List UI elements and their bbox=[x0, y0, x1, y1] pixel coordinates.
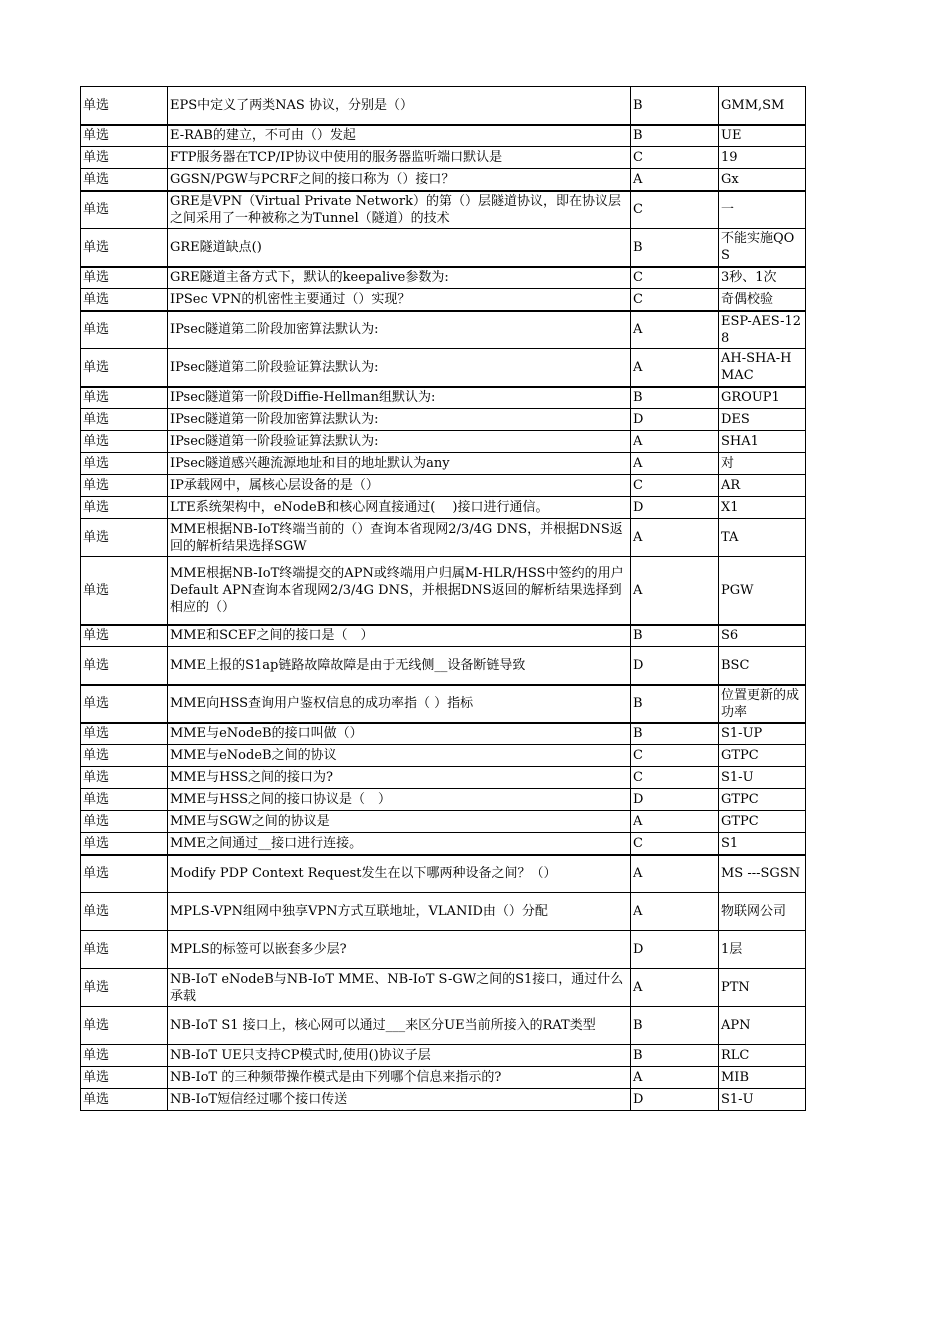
table-row bbox=[81, 229, 806, 267]
type-cell: 单选 bbox=[81, 431, 168, 453]
question-cell: IPsec隧道第一阶段验证算法默认为: bbox=[168, 431, 631, 453]
answer-cell: A bbox=[631, 893, 719, 931]
option-cell: GMM,SM bbox=[719, 87, 806, 125]
answer-cell: A bbox=[631, 519, 719, 557]
type-cell: 单选 bbox=[81, 1045, 168, 1067]
option-cell: APN bbox=[719, 1007, 806, 1045]
answer-cell: C bbox=[631, 147, 719, 169]
answer-cell: B bbox=[631, 1045, 719, 1067]
type-cell: 单选 bbox=[81, 745, 168, 767]
question-cell: IPSec VPN的机密性主要通过（）实现？ bbox=[168, 289, 631, 311]
type-cell: 单选 bbox=[81, 87, 168, 125]
answer-cell: C bbox=[631, 833, 719, 855]
table-row bbox=[81, 1045, 806, 1067]
question-cell: GGSN/PGW与PCRF之间的接口称为（）接口？ bbox=[168, 169, 631, 191]
question-cell: MME之间通过__接口进行连接。 bbox=[168, 833, 631, 855]
question-cell: GRE隧道缺点() bbox=[168, 229, 631, 267]
answer-cell: A bbox=[631, 855, 719, 893]
answer-cell: D bbox=[631, 647, 719, 685]
option-cell: SHA1 bbox=[719, 431, 806, 453]
option-cell: 一 bbox=[719, 191, 806, 229]
table-row bbox=[81, 745, 806, 767]
table-row bbox=[81, 855, 806, 893]
answer-cell: C bbox=[631, 767, 719, 789]
question-cell: GRE隧道主备方式下，默认的keepalive参数为: bbox=[168, 267, 631, 289]
type-cell: 单选 bbox=[81, 125, 168, 147]
table-row bbox=[81, 811, 806, 833]
answer-cell: B bbox=[631, 625, 719, 647]
answer-cell: C bbox=[631, 191, 719, 229]
question-cell: GRE是VPN（Virtual Private Network）的第（）层隧道协议，即在协议层之间采用了一种被称之为Tunnel（隧道）的技术 bbox=[168, 191, 631, 229]
option-cell: 奇偶校验 bbox=[719, 289, 806, 311]
question-cell: MME根据NB-IoT终端提交的APN或终端用户归属M-HLR/HSS中签约的用户Default APN查询本省现网2/3/4G DNS，并根据DNS返回的解析结果选择到相应的（） bbox=[168, 557, 631, 625]
option-cell: AH-SHA-HMAC bbox=[719, 349, 806, 387]
table-row bbox=[81, 1007, 806, 1045]
table-row bbox=[81, 289, 806, 311]
question-cell: Modify PDP Context Request发生在以下哪两种设备之间？（） bbox=[168, 855, 631, 893]
answer-cell: B bbox=[631, 229, 719, 267]
option-cell: S1 bbox=[719, 833, 806, 855]
answer-cell: A bbox=[631, 969, 719, 1007]
type-cell: 单选 bbox=[81, 267, 168, 289]
table-row bbox=[81, 475, 806, 497]
answer-cell: C bbox=[631, 289, 719, 311]
table-row bbox=[81, 147, 806, 169]
type-cell: 单选 bbox=[81, 229, 168, 267]
answer-cell: A bbox=[631, 811, 719, 833]
question-cell: NB-IoT eNodeB与NB-IoT MME、NB-IoT S-GW之间的S1接口，通过什么承载 bbox=[168, 969, 631, 1007]
table-row bbox=[81, 557, 806, 625]
answer-cell: D bbox=[631, 1089, 719, 1111]
answer-cell: B bbox=[631, 87, 719, 125]
type-cell: 单选 bbox=[81, 311, 168, 349]
answer-cell: D bbox=[631, 931, 719, 969]
table-row bbox=[81, 833, 806, 855]
question-cell: LTE系统架构中，eNodeB和核心网直接通过( )接口进行通信。 bbox=[168, 497, 631, 519]
type-cell: 单选 bbox=[81, 453, 168, 475]
type-cell: 单选 bbox=[81, 685, 168, 723]
table-row bbox=[81, 723, 806, 745]
option-cell: GTPC bbox=[719, 745, 806, 767]
question-cell: NB-IoT S1 接口上，核心网可以通过___来区分UE当前所接入的RAT类型 bbox=[168, 1007, 631, 1045]
type-cell: 单选 bbox=[81, 349, 168, 387]
option-cell: 物联网公司 bbox=[719, 893, 806, 931]
option-cell: AR bbox=[719, 475, 806, 497]
option-cell: PGW bbox=[719, 557, 806, 625]
table-row bbox=[81, 497, 806, 519]
type-cell: 单选 bbox=[81, 475, 168, 497]
question-cell: NB-IoT 的三种频带操作模式是由下列哪个信息来指示的? bbox=[168, 1067, 631, 1089]
question-cell: MME与HSS之间的接口为? bbox=[168, 767, 631, 789]
option-cell: ESP-AES-128 bbox=[719, 311, 806, 349]
answer-cell: A bbox=[631, 349, 719, 387]
answer-cell: A bbox=[631, 453, 719, 475]
type-cell: 单选 bbox=[81, 893, 168, 931]
table-row bbox=[81, 311, 806, 349]
question-table bbox=[80, 86, 806, 1111]
option-cell: 1层 bbox=[719, 931, 806, 969]
answer-cell: D bbox=[631, 789, 719, 811]
option-cell: X1 bbox=[719, 497, 806, 519]
table-row bbox=[81, 789, 806, 811]
table-row bbox=[81, 685, 806, 723]
answer-cell: B bbox=[631, 685, 719, 723]
option-cell: S1-U bbox=[719, 767, 806, 789]
question-cell: IPsec隧道第二阶段加密算法默认为: bbox=[168, 311, 631, 349]
table-row bbox=[81, 191, 806, 229]
question-cell: IPsec隧道第一阶段加密算法默认为: bbox=[168, 409, 631, 431]
type-cell: 单选 bbox=[81, 557, 168, 625]
table-row bbox=[81, 267, 806, 289]
type-cell: 单选 bbox=[81, 969, 168, 1007]
question-cell: E-RAB的建立，不可由（）发起 bbox=[168, 125, 631, 147]
option-cell: GTPC bbox=[719, 789, 806, 811]
question-cell: MME向HSS查询用户鉴权信息的成功率指（ ）指标 bbox=[168, 685, 631, 723]
answer-cell: A bbox=[631, 169, 719, 191]
table-row bbox=[81, 1089, 806, 1111]
type-cell: 单选 bbox=[81, 409, 168, 431]
type-cell: 单选 bbox=[81, 625, 168, 647]
table-row bbox=[81, 1067, 806, 1089]
answer-cell: C bbox=[631, 745, 719, 767]
option-cell: PTN bbox=[719, 969, 806, 1007]
question-cell: IP承载网中，属核心层设备的是（） bbox=[168, 475, 631, 497]
answer-cell: A bbox=[631, 431, 719, 453]
option-cell: TA bbox=[719, 519, 806, 557]
option-cell: S1-UP bbox=[719, 723, 806, 745]
option-cell: UE bbox=[719, 125, 806, 147]
type-cell: 单选 bbox=[81, 387, 168, 409]
option-cell: BSC bbox=[719, 647, 806, 685]
option-cell: GROUP1 bbox=[719, 387, 806, 409]
question-cell: IPsec隧道第一阶段Diffie-Hellman组默认为: bbox=[168, 387, 631, 409]
type-cell: 单选 bbox=[81, 497, 168, 519]
question-cell: FTP服务器在TCP/IP协议中使用的服务器监听端口默认是 bbox=[168, 147, 631, 169]
option-cell: 19 bbox=[719, 147, 806, 169]
type-cell: 单选 bbox=[81, 191, 168, 229]
question-rows bbox=[81, 87, 806, 1111]
question-cell: MPLS-VPN组网中独享VPN方式互联地址，VLANID由（）分配 bbox=[168, 893, 631, 931]
table-row bbox=[81, 169, 806, 191]
table-row bbox=[81, 87, 806, 125]
table-row bbox=[81, 893, 806, 931]
table-row bbox=[81, 625, 806, 647]
table-row bbox=[81, 125, 806, 147]
type-cell: 单选 bbox=[81, 767, 168, 789]
table-row bbox=[81, 519, 806, 557]
table-row bbox=[81, 409, 806, 431]
type-cell: 单选 bbox=[81, 811, 168, 833]
option-cell: MS ---SGSN bbox=[719, 855, 806, 893]
answer-cell: C bbox=[631, 267, 719, 289]
type-cell: 单选 bbox=[81, 147, 168, 169]
table-row bbox=[81, 969, 806, 1007]
option-cell: S1-U bbox=[719, 1089, 806, 1111]
question-cell: NB-IoT短信经过哪个接口传送 bbox=[168, 1089, 631, 1111]
answer-cell: B bbox=[631, 125, 719, 147]
option-cell: 3秒、1次 bbox=[719, 267, 806, 289]
table-row bbox=[81, 387, 806, 409]
question-cell: NB-IoT UE只支持CP模式时,使用()协议子层 bbox=[168, 1045, 631, 1067]
type-cell: 单选 bbox=[81, 647, 168, 685]
question-cell: MME和SCEF之间的接口是（ ） bbox=[168, 625, 631, 647]
answer-cell: B bbox=[631, 387, 719, 409]
type-cell: 单选 bbox=[81, 519, 168, 557]
type-cell: 单选 bbox=[81, 169, 168, 191]
option-cell: MIB bbox=[719, 1067, 806, 1089]
question-cell: MME上报的S1ap链路故障故障是由于无线侧__设备断链导致 bbox=[168, 647, 631, 685]
type-cell: 单选 bbox=[81, 931, 168, 969]
table-row bbox=[81, 931, 806, 969]
question-cell: MME与SGW之间的协议是 bbox=[168, 811, 631, 833]
option-cell: 对 bbox=[719, 453, 806, 475]
answer-cell: D bbox=[631, 497, 719, 519]
question-cell: MME与HSS之间的接口协议是（ ） bbox=[168, 789, 631, 811]
table-row bbox=[81, 453, 806, 475]
type-cell: 单选 bbox=[81, 1089, 168, 1111]
answer-cell: A bbox=[631, 557, 719, 625]
question-cell: IPsec隧道第二阶段验证算法默认为: bbox=[168, 349, 631, 387]
question-cell: MPLS的标签可以嵌套多少层? bbox=[168, 931, 631, 969]
option-cell: DES bbox=[719, 409, 806, 431]
question-cell: IPsec隧道感兴趣流源地址和目的地址默认为any bbox=[168, 453, 631, 475]
question-cell: EPS中定义了两类NAS 协议，分别是（） bbox=[168, 87, 631, 125]
answer-cell: B bbox=[631, 723, 719, 745]
answer-cell: B bbox=[631, 1007, 719, 1045]
option-cell: 位置更新的成功率 bbox=[719, 685, 806, 723]
type-cell: 单选 bbox=[81, 289, 168, 311]
answer-cell: D bbox=[631, 409, 719, 431]
type-cell: 单选 bbox=[81, 855, 168, 893]
option-cell: 不能实施QOS bbox=[719, 229, 806, 267]
table-row bbox=[81, 767, 806, 789]
type-cell: 单选 bbox=[81, 723, 168, 745]
answer-cell: A bbox=[631, 1067, 719, 1089]
answer-cell: A bbox=[631, 311, 719, 349]
answer-cell: C bbox=[631, 475, 719, 497]
question-cell: MME与eNodeB之间的协议 bbox=[168, 745, 631, 767]
type-cell: 单选 bbox=[81, 789, 168, 811]
table-row bbox=[81, 431, 806, 453]
type-cell: 单选 bbox=[81, 1067, 168, 1089]
option-cell: GTPC bbox=[719, 811, 806, 833]
type-cell: 单选 bbox=[81, 833, 168, 855]
option-cell: S6 bbox=[719, 625, 806, 647]
question-cell: MME与eNodeB的接口叫做（） bbox=[168, 723, 631, 745]
question-cell: MME根据NB-IoT终端当前的（）查询本省现网2/3/4G DNS，并根据DNS返回的解析结果选择SGW bbox=[168, 519, 631, 557]
table-row bbox=[81, 349, 806, 387]
table-row bbox=[81, 647, 806, 685]
type-cell: 单选 bbox=[81, 1007, 168, 1045]
option-cell: Gx bbox=[719, 169, 806, 191]
option-cell: RLC bbox=[719, 1045, 806, 1067]
